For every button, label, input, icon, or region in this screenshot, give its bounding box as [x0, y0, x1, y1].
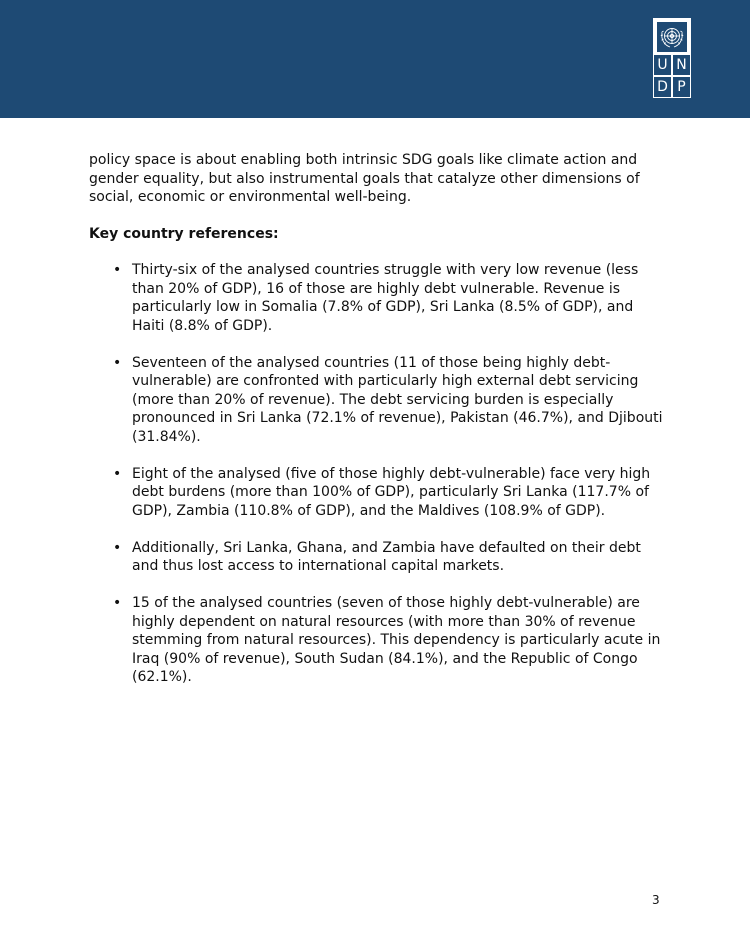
key-references-heading: Key country references: — [89, 225, 279, 242]
logo-letter-p: P — [673, 77, 690, 97]
logo-letter-grid — [654, 55, 690, 97]
list-item — [89, 354, 665, 447]
list-item — [89, 465, 665, 521]
bullet-icon: • — [113, 539, 122, 556]
logo-letter-u: U — [654, 55, 671, 75]
list-item — [89, 594, 665, 687]
bullet-text: 15 of the analysed countries (seven of those highly debt-vulnerable) are highly dependent on natural resources (with more than 30% of revenue stemming from natural resources). This dependency is particularly acute in Iraq (90% of revenue), South Sudan (84.1%), and the Republic of Congo (62.1%). — [132, 595, 661, 685]
page-number: 3 — [652, 893, 660, 907]
un-emblem-icon — [657, 22, 687, 52]
bullet-text: Eight of the analysed (five of those highly debt-vulnerable) face very high debt burdens (more than 100% of GDP), particularly Sri Lanka (117.7% of GDP), Zambia (110.8% of GDP), and the Maldives (108.9% of GDP). — [132, 465, 651, 519]
header-band — [0, 0, 750, 118]
list-item — [89, 539, 665, 576]
document-body — [89, 151, 665, 705]
logo-letter-d: D — [654, 77, 671, 97]
logo-letter-n: N — [673, 55, 690, 75]
undp-logo — [653, 18, 691, 98]
bullet-icon: • — [113, 262, 122, 278]
bullet-text: Seventeen of the analysed countries (11 of those being highly debt-vulnerable) are confronted with particularly high external debt servicing (more than 20% of revenue). The debt servicing burden is especially pronounced in Sri Lanka (72.1% of revenue), Pakistan (46.7%), and Djibouti (31.84%). — [132, 354, 663, 445]
bullet-text: Thirty-six of the analysed countries struggle with very low revenue (less than 20% of GDP), 16 of those are highly debt vulnerable. Revenue is particularly low in Somalia (7.8% of GDP), Sri Lanka (8.5% of GDP), and Haiti (8.8% of GDP). — [132, 262, 639, 334]
bullet-text: Additionally, Sri Lanka, Ghana, and Zambia have defaulted on their debt and thus lost access to international capital markets. — [132, 539, 641, 574]
bullet-icon: • — [113, 595, 122, 611]
intro-paragraph: policy space is about enabling both intrinsic SDG goals like climate action and gender equality, but also instrumental goals that catalyze other dimensions of social, economic or environmental well-being. — [89, 152, 640, 205]
country-references-list — [89, 261, 665, 687]
bullet-icon: • — [113, 465, 122, 482]
bullet-icon: • — [113, 354, 122, 371]
list-item — [89, 261, 665, 335]
